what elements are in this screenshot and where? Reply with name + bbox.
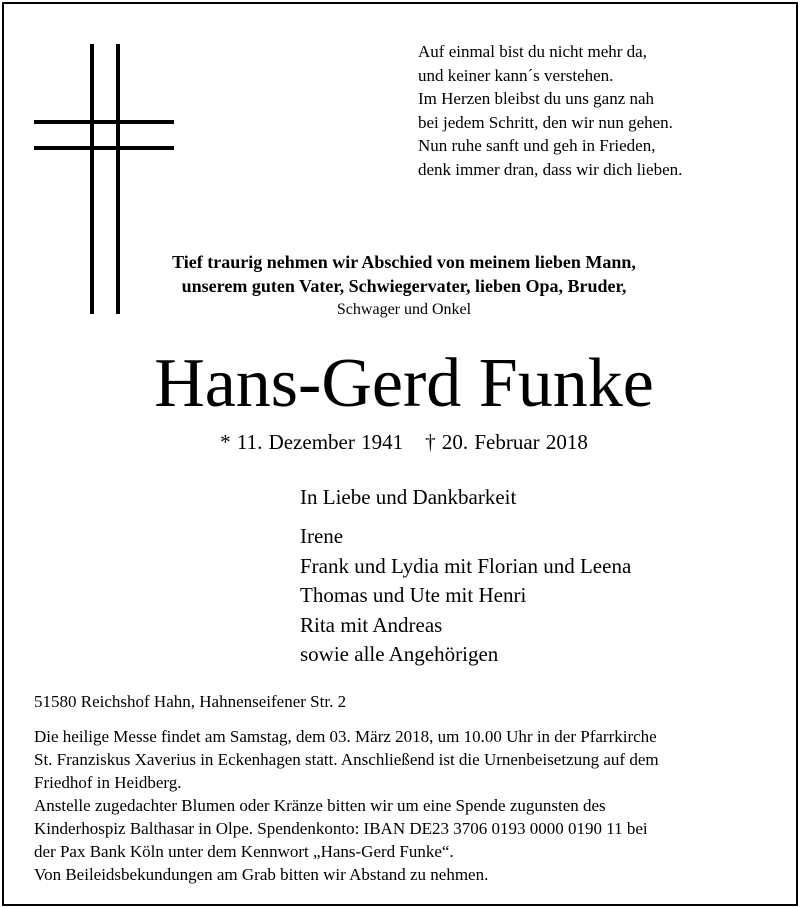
mourners-list [300, 522, 631, 670]
list-item: Irene [300, 524, 344, 548]
notice-line: Anstelle zugedachter Blumen oder Kränze bitten wir um eine Spende zugunsten des [34, 796, 606, 815]
list-item: Frank und Lydia mit Florian und Leena [300, 553, 632, 578]
poem-line: denk immer dran, dass wir dich lieben. [418, 159, 683, 179]
death-date: † 20. Februar 2018 [425, 430, 588, 454]
notice-frame [2, 2, 798, 906]
poem-line: Im Herzen bleibst du uns ganz nah [418, 89, 655, 108]
notice-line: Friedhof in Heidberg. [34, 773, 182, 792]
birth-date: * 11. Dezember 1941 [220, 430, 404, 454]
notice-line: Die heilige Messe findet am Samstag, dem 03. März 2018, um 10.00 Uhr in der Pfarrkirche [34, 727, 657, 746]
list-item: Rita mit Andreas [300, 612, 443, 637]
notice-line: Von Beileidsbekundungen am Grab bitten wir Abstand zu nehmen. [34, 865, 489, 884]
poem-line: Nun ruhe sanft und geh in Frieden, [418, 136, 656, 155]
poem-line: Auf einmal bist du nicht mehr da, [418, 42, 647, 61]
address: 51580 Reichshof Hahn, Hahnenseifener Str. 2 [34, 692, 347, 711]
list-item: Thomas und Ute mit Henri [300, 583, 527, 607]
intro-line-3: Schwager und Onkel [336, 301, 472, 318]
poem-line: und keiner kann´s verstehen. [418, 65, 614, 85]
intro-line-2: unserem guten Vater, Schwiegervater, lieben Opa, Bruder, [181, 276, 627, 296]
notice-line: der Pax Bank Köln unter dem Kennwort „Hans-Gerd Funke“. [34, 842, 454, 861]
poem-line: bei jedem Schritt, den wir nun gehen. [418, 112, 673, 132]
life-dates [4, 428, 800, 456]
intro-line-1: Tief traurig nehmen wir Abschied von meinem lieben Mann, [172, 252, 636, 272]
intro-text [4, 250, 800, 322]
notice-line: St. Franziskus Xaverius in Eckenhagen statt. Anschließend ist die Urnenbeisetzung auf dem [34, 750, 659, 769]
deceased-name: Hans-Gerd Funke [154, 345, 654, 422]
mourners-heading: In Liebe und Dankbarkeit [300, 485, 517, 509]
funeral-notice [34, 725, 659, 886]
list-item: sowie alle Angehörigen [300, 642, 499, 666]
poem [418, 40, 682, 181]
notice-line: Kinderhospiz Balthasar in Olpe. Spendenkonto: IBAN DE23 3706 0193 0000 0190 11 bei [34, 819, 648, 838]
